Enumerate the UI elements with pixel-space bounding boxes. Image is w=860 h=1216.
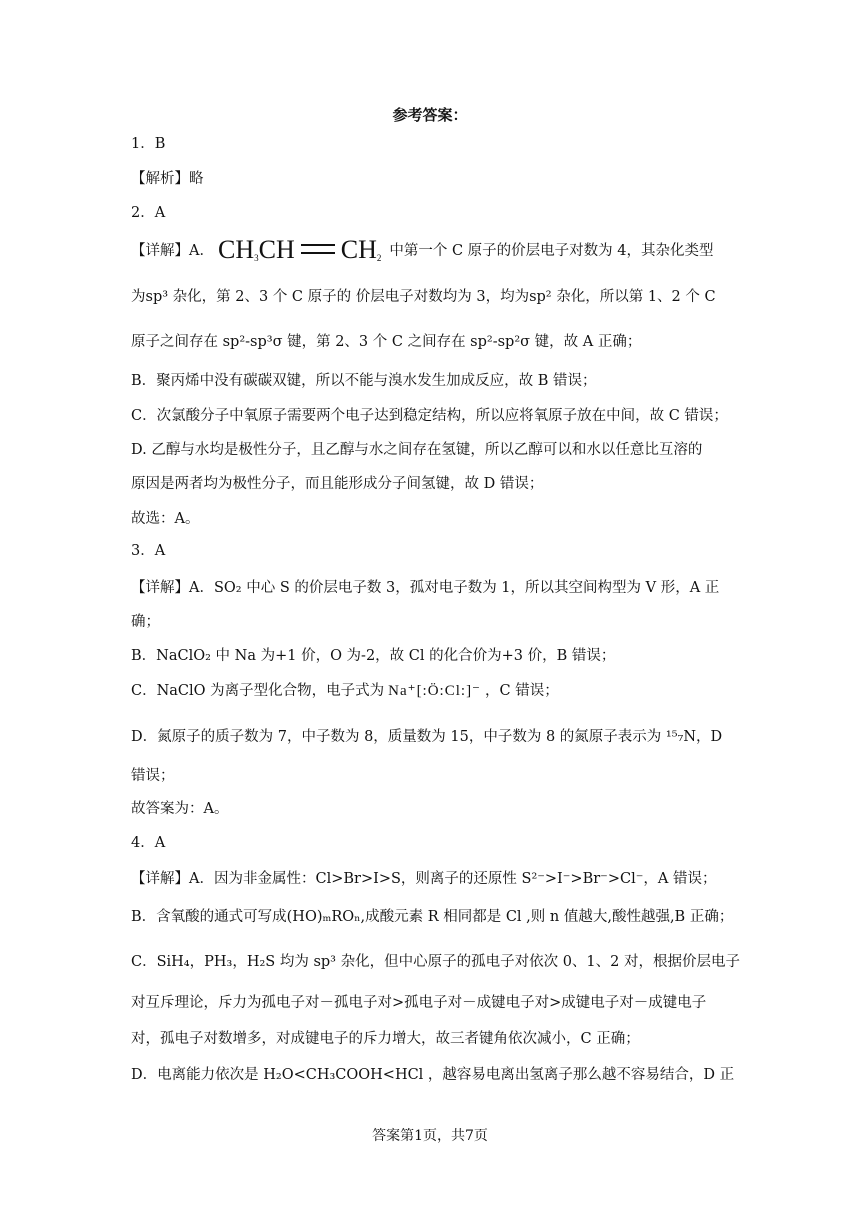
detail-3-conclusion: 故答案为：A。 xyxy=(131,801,229,817)
detail-2-line-4: B．聚丙烯中没有碳碳双键，所以不能与溴水发生加成反应，故 B 错误； xyxy=(131,373,597,389)
detail-3-line-6: 错误； xyxy=(131,768,175,784)
detail-2-line-1 xyxy=(131,235,731,268)
detail-2-line-5: C．次氯酸分子中氧原子需要两个电子达到稳定结构，所以应将氧原子放在中间，故 C 错误； xyxy=(131,408,728,424)
detail-4-line-4: 对互斥理论，斥力为孤电子对－孤电子对>孤电子对－成键电子对>成键电子对－成键电子 xyxy=(131,995,707,1011)
answer-3: 3．A xyxy=(131,543,166,559)
detail-3-line-5: D．氮原子的质子数为 7，中子数为 8，质量数为 15，中子数为 8 的氮原子表示为 ¹⁵₇N，D xyxy=(131,729,723,745)
detail-2-line-6: D. 乙醇与水均是极性分子，且乙醇与水之间存在氢键，所以乙醇可以和水以任意比互溶的 xyxy=(131,442,703,458)
detail-2-line-3: 原子之间存在 sp²-sp³σ 键，第 2、3 个 C 之间存在 sp²-sp²σ 键，故 A 正确； xyxy=(131,334,642,350)
explanation-1: 【解析】略 xyxy=(131,171,204,187)
propene-formula: $CH_3CH$ $CH_2$ xyxy=(217,235,382,264)
page-footer: 答案第1页，共7页 xyxy=(372,1128,488,1144)
page-title: 参考答案： xyxy=(392,106,468,124)
detail-4-line-3: C．SiH₄，PH₃，H₂S 均为 sp³ 杂化，但中心原子的孤电子对依次 0、1、2 对，根据价层电子 xyxy=(131,954,740,970)
detail-2-line-2: 为sp³ 杂化，第 2、3 个 C 原子的 价层电子对数均为 3，均为sp² 杂化，所以第 1、2 个 C xyxy=(131,289,716,305)
answer-1: 1．B xyxy=(131,136,166,152)
detail-2-conclusion: 故选：A。 xyxy=(131,511,200,527)
answer-4: 4．A xyxy=(131,835,166,851)
detail-3-line-4: C．NaClO 为离子型化合物，电子式为 Na⁺[:Ö:Cl:]⁻ ，C 错误； xyxy=(131,683,559,699)
double-bond-icon xyxy=(301,244,335,254)
detail-4-line-5: 对，孤电子对数增多，对成键电子的斥力增大，故三者键角依次减小，C 正确； xyxy=(131,1031,640,1047)
detail-3-line-2: 确； xyxy=(131,614,160,630)
electron-formula: Na⁺[:Ö:Cl:]⁻ xyxy=(388,683,481,699)
detail-3-line-3: B．NaClO₂ 中 Na 为+1 价，O 为-2，故 Cl 的化合价为+3 价，B 错误； xyxy=(131,648,616,664)
detail-4-line-6: D．电离能力依次是 H₂O<CH₃COOH<HCl ，越容易电离出氢离子那么越不容易结合，D 正 xyxy=(131,1067,735,1083)
detail-2-text: 中第一个 C 原子的价层电子对数为 4，其杂化类型 xyxy=(389,243,714,259)
detail-3-line-1: 【详解】A．SO₂ 中心 S 的价层电子数 3，孤对电子数为 1，所以其空间构型为 V 形，A 正 xyxy=(131,580,720,596)
detail-2-prefix: 【详解】A． xyxy=(131,243,214,259)
detail-2-line-7: 原因是两者均为极性分子，而且能形成分子间氢键，故 D 错误； xyxy=(131,476,544,492)
detail-4-line-1: 【详解】A．因为非金属性：Cl>Br>I>S，则离子的还原性 S²⁻>I⁻>Br⁻>Cl⁻，A 错误； xyxy=(131,871,717,887)
answer-2: 2．A xyxy=(131,205,166,221)
detail-4-line-2: B．含氧酸的通式可写成(HO)ₘROₙ,成酸元素 R 相同都是 Cl ,则 n 值越大,酸性越强,B 正确； xyxy=(131,909,734,925)
